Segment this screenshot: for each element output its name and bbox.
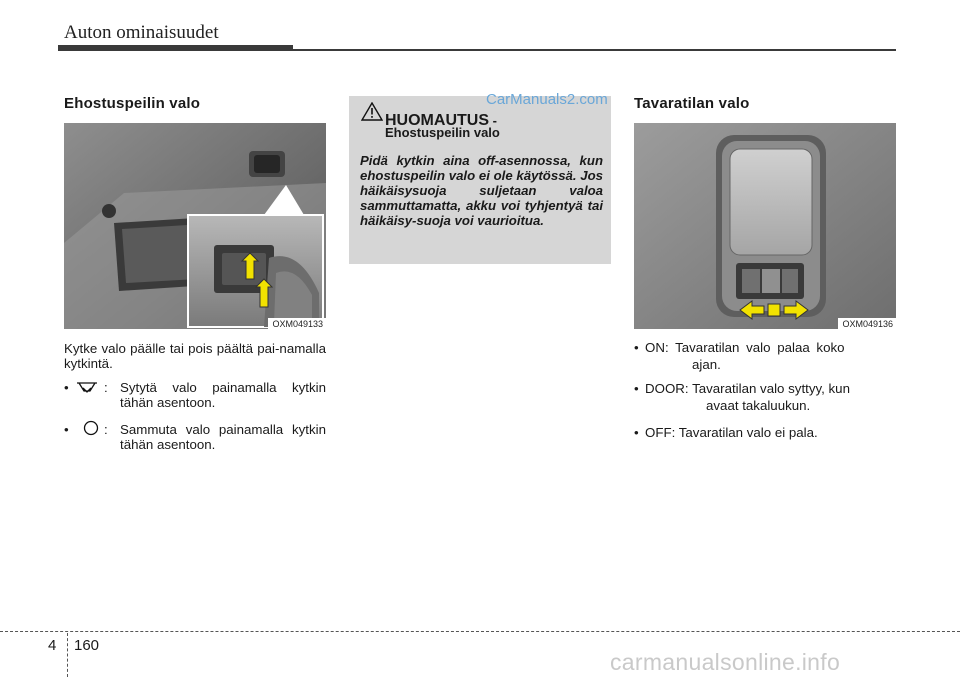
footer-divider [67, 633, 68, 677]
bullet-label: DOOR: [645, 381, 689, 396]
bullet-desc: Tavaratilan valo syttyy, kun [692, 381, 850, 396]
caution-title-suffix: - [489, 113, 497, 128]
running-header: Auton ominaisuudet [64, 22, 219, 43]
watermark-bottom: carmanualsonline.info [610, 649, 841, 675]
image-code: OXM049136 [838, 318, 896, 329]
bullet-text: Sytytä valo painamalla kytkin tähän asentoon. [120, 380, 326, 410]
bullet-text [645, 340, 896, 355]
bullet-text: Sammuta valo painamalla kytkin tähän asentoon. [120, 422, 326, 452]
vanity-light-heading: Ehostuspeilin valo [64, 95, 201, 112]
bullet-desc: Tavaratilan valo palaa koko [675, 340, 845, 355]
intro-text: Kytke valo päälle tai pois päältä pai-namalla kytkintä. [64, 341, 326, 371]
bullet-continuation: ajan. [692, 357, 721, 372]
footer-rule [0, 631, 960, 632]
caution-title-text: HUOMAUTUS [385, 112, 489, 129]
list-item: • : Sammuta valo painamalla kytkin tähän asentoon. [64, 422, 326, 452]
bullet-icon: • [64, 380, 69, 395]
warning-triangle-icon [361, 102, 383, 126]
bullet-icon: • [634, 381, 639, 396]
vanity-mirror-illustration [64, 123, 326, 329]
caution-subtitle: Ehostuspeilin valo [385, 125, 500, 140]
caution-body: Pidä kytkin aina off-asennossa, kun ehostuspeilin valo ei ole käytössä. Jos häikäisysuoja suljetaan valoa sammuttamatta, akku voi tyhjentyä tai häikäisy-suoja voi vaurioitua. [360, 153, 603, 228]
light-off-symbol-icon [83, 420, 99, 439]
bullet-label: OFF: [645, 425, 676, 440]
list-item: • : Sytytä valo painamalla kytkin tähän asentoon. [64, 380, 326, 410]
header-bar [58, 45, 293, 51]
list-item [634, 381, 896, 413]
vanity-mirror-photo [64, 123, 326, 329]
cargo-light-illustration [634, 123, 896, 329]
bullet-continuation: avaat takaluukun. [706, 398, 811, 413]
bullet-text [645, 425, 896, 440]
image-code: OXM049133 [268, 318, 326, 329]
cargo-light-heading: Tavaratilan valo [634, 95, 750, 112]
bullet-icon: • [64, 422, 69, 437]
list-item [634, 340, 896, 372]
bullet-icon: • [634, 425, 639, 440]
page-number: 160 [74, 637, 100, 654]
header-rule [293, 49, 896, 51]
chapter-number: 4 [48, 637, 57, 654]
list-item [634, 425, 896, 441]
bullet-label: ON: [645, 340, 669, 355]
watermark-top: CarManuals2.com [486, 91, 608, 108]
bullet-icon: • [634, 340, 639, 355]
bullet-desc: Tavaratilan valo ei pala. [678, 425, 818, 440]
bullet-text [645, 381, 896, 396]
cargo-light-photo [634, 123, 896, 329]
light-on-symbol-icon [76, 380, 98, 397]
